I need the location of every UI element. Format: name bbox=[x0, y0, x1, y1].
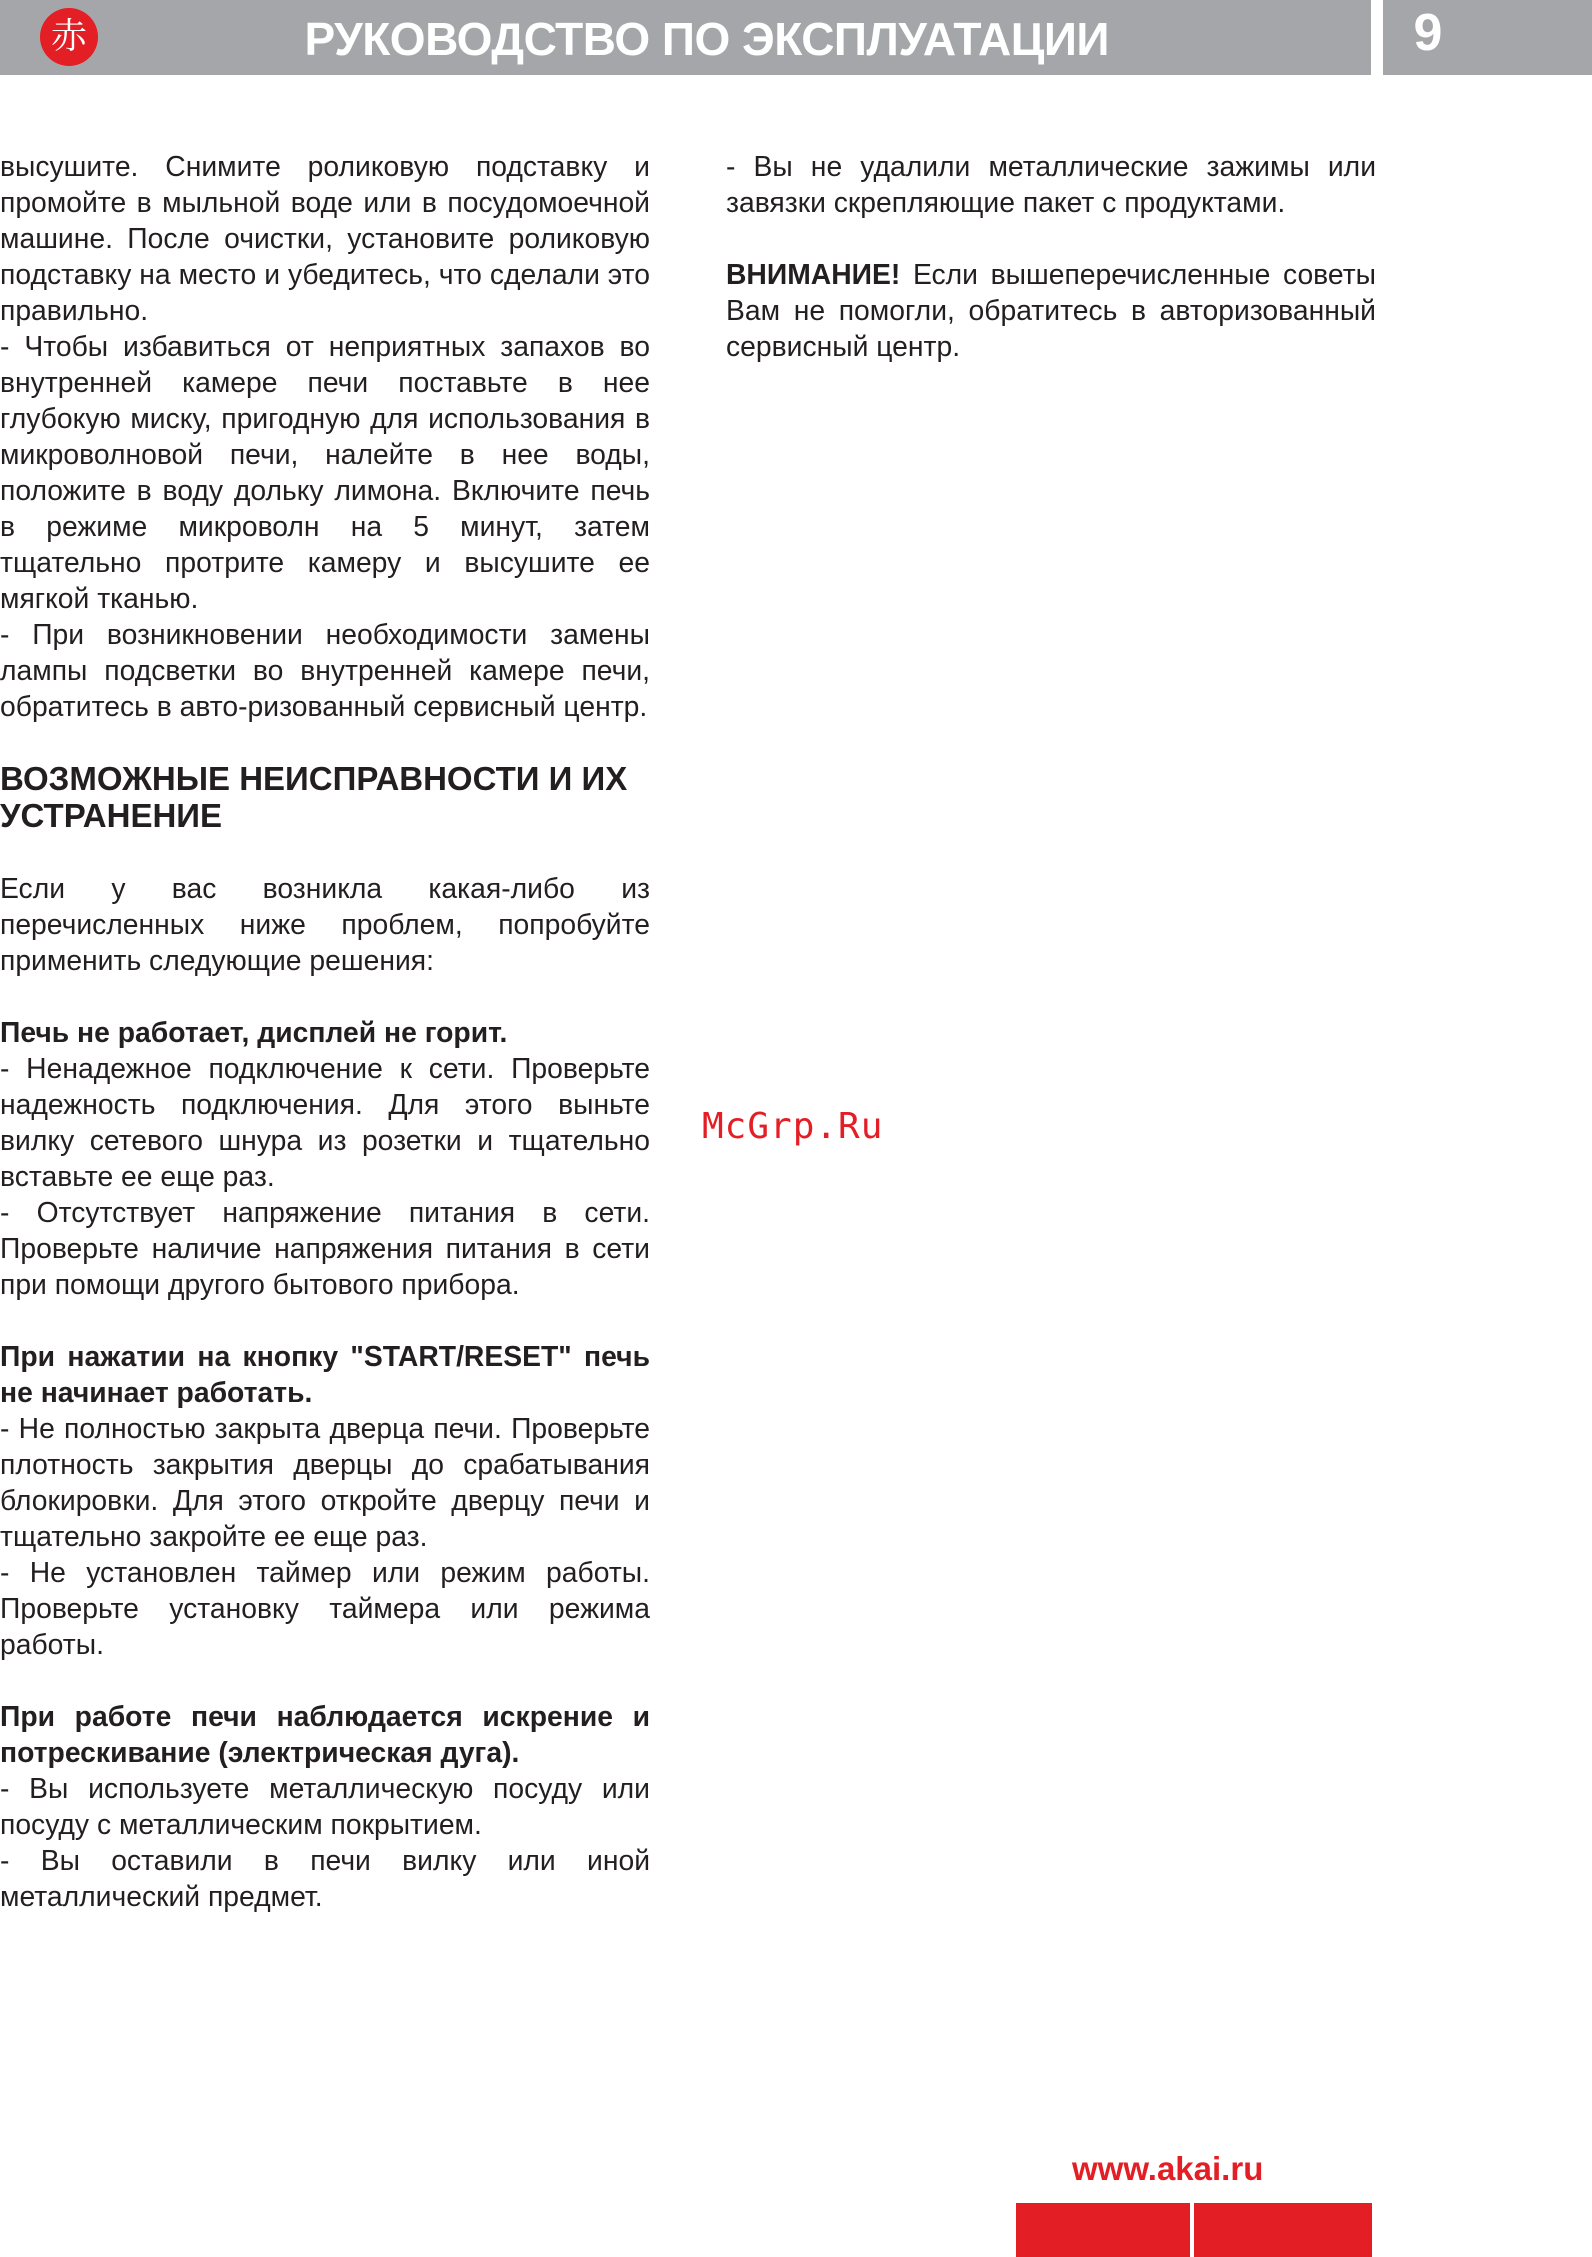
page-number: 9 bbox=[1413, 4, 1443, 62]
warning-label: ВНИМАНИЕ! bbox=[726, 258, 901, 290]
intro-paragraph: Если у вас возникла какая-либо из перечисленных ниже проблем, попробуйте применить следующие решения: bbox=[0, 872, 650, 976]
watermark: McGrp.Ru bbox=[702, 1106, 884, 1147]
lamp-paragraph: - При возникновении необходимости замены лампы подсветки во внутренней камере печи, обратитесь в авто-ризованный сервисный центр. bbox=[0, 618, 650, 722]
warning-text: Если вышеперечисленные советы Вам не помогли, обратитесь в авторизованный сервисный центр. bbox=[726, 258, 1376, 362]
header-bar bbox=[0, 0, 1371, 75]
page-number-box bbox=[1383, 0, 1592, 75]
issue-cause-voltage: - Отсутствует напряжение питания в сети. Проверьте наличие напряжения питания в сети при помощи другого бытового прибора. bbox=[0, 1196, 650, 1300]
footer-bar bbox=[1016, 2203, 1372, 2257]
issue-title-display: Печь не работает, дисплей не горит. bbox=[0, 1016, 508, 1048]
issue-cause-metal-dishes: - Вы используете металлическую посуду или посуду с металлическим покрытием. bbox=[0, 1772, 650, 1840]
cleaning-paragraph: высушите. Снимите роликовую подставку и промойте в мыльной воде или в посудомоечной машине. После очистки, установите роликовую подставку на место и убедитесь, что сделали это правильно. bbox=[0, 150, 650, 326]
issue-cause-timer: - Не установлен таймер или режим работы. Проверьте установку таймера или режима работы. bbox=[0, 1556, 650, 1660]
brand-logo-icon bbox=[40, 8, 98, 66]
website-link[interactable]: www.akai.ru bbox=[1072, 2150, 1264, 2187]
right-column bbox=[726, 148, 1376, 364]
logo-glyph: 赤 bbox=[50, 16, 87, 57]
odor-paragraph: - Чтобы избавиться от неприятных запахов во внутренней камере печи поставьте в нее глубокую миску, пригодную для использования в микроволновой печи, налейте в нее воды, положите в воду дольку лимона. Включите печь в режиме микроволн на 5 минут, затем тщательно протрите камеру и высушите ее мягкой тканью. bbox=[0, 330, 650, 614]
manual-title: РУКОВОДСТВО ПО ЭКСПЛУАТАЦИИ bbox=[304, 13, 1109, 65]
issue-cause-connection: - Ненадежное подключение к сети. Проверьте надежность подключения. Для этого выньте вилку сетевого шнура из розетки и тщательно вставьте ее еще раз. bbox=[0, 1052, 650, 1192]
issue-cause-clips: - Вы не удалили металлические зажимы или завязки скрепляющие пакет с продуктами. bbox=[726, 150, 1376, 218]
issue-cause-door: - Не полностью закрыта дверца печи. Проверьте плотность закрытия дверцы до срабатывания блокировки. Для этого откройте дверцу печи и тщательно закройте ее еще раз. bbox=[0, 1412, 650, 1552]
section-heading: ВОЗМОЖНЫЕ НЕИСПРАВНОСТИ И ИХ УСТРАНЕНИЕ bbox=[0, 760, 628, 834]
issue-title-sparking: При работе печи наблюдается искрение и потрескивание (электрическая дуга). bbox=[0, 1700, 650, 1768]
issue-cause-metal-object: - Вы оставили в печи вилку или иной металлический предмет. bbox=[0, 1844, 650, 1912]
issue-title-start-reset: При нажатии на кнопку "START/RESET" печь не начинает работать. bbox=[0, 1340, 650, 1408]
left-column bbox=[0, 148, 650, 1914]
footer-divider bbox=[1190, 2203, 1194, 2257]
warning-paragraph bbox=[726, 256, 1376, 364]
